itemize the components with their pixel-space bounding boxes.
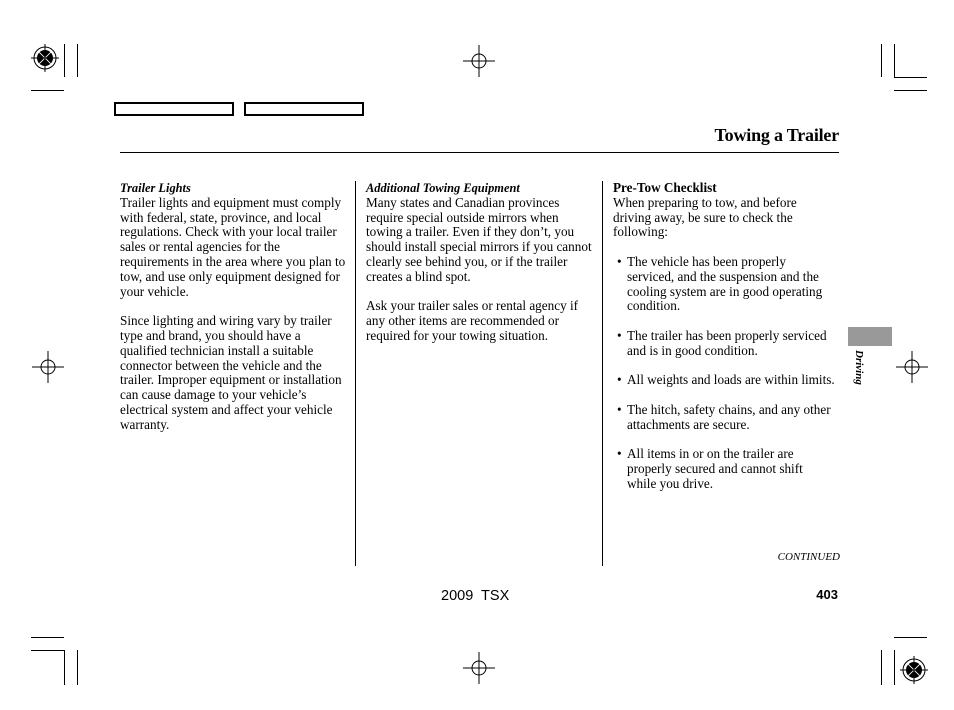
body-paragraph: Many states and Canadian provinces require special outside mirrors when towing a trailer. Even if they don’t, you should install special mirrors if you cannot clearly see behind you, or if the trailer creates a blind spot. bbox=[366, 194, 592, 284]
crop-mark bbox=[31, 637, 64, 638]
registration-cross-icon bbox=[463, 45, 495, 77]
crop-mark bbox=[881, 44, 882, 77]
crop-mark bbox=[64, 44, 65, 77]
crop-mark bbox=[894, 637, 927, 638]
crop-mark bbox=[31, 650, 64, 651]
section-subheading: Trailer Lights bbox=[120, 181, 191, 195]
body-paragraph: Since lighting and wiring vary by trailer type and brand, you should have a qualified technician install a suitable connector between the vehicle and the trailer. Improper equipment or installation can cause damage to your vehicle’s electrical system and affect your vehicle warranty. bbox=[120, 313, 342, 432]
body-paragraph: When preparing to tow, and before driving away, be sure to check the following: bbox=[613, 194, 797, 240]
section-subheading: Pre-Tow Checklist bbox=[613, 180, 717, 195]
checklist-item: • The hitch, safety chains, and any other attachments are secure. bbox=[613, 403, 835, 433]
checklist-item: • The trailer has been properly serviced and is in good condition. bbox=[613, 329, 835, 359]
registration-cross-icon bbox=[463, 652, 495, 684]
checklist-item: • All items in or on the trailer are properly secured and cannot shift while you drive. bbox=[613, 447, 835, 491]
registration-target-icon bbox=[900, 656, 928, 684]
column-divider bbox=[355, 181, 356, 566]
right-column bbox=[613, 181, 835, 492]
page-number: 403 bbox=[816, 587, 838, 602]
crop-mark bbox=[881, 650, 882, 685]
checklist-item: • The vehicle has been properly serviced, and the suspension and the cooling system are in good operating condition. bbox=[613, 255, 835, 314]
body-paragraph: Ask your trailer sales or rental agency if any other items are recommended or required for your towing situation. bbox=[366, 298, 579, 343]
header-tab-box bbox=[244, 102, 364, 116]
section-side-tab bbox=[848, 327, 892, 346]
checklist bbox=[613, 255, 835, 492]
crop-mark bbox=[894, 77, 927, 78]
left-column bbox=[120, 181, 346, 433]
body-paragraph: Trailer lights and equipment must comply with federal, state, province, and local regulations. Check with your local trailer sales or rental agencies for the requirements in the area where you plan to tow, and use only equipment designed for your vehicle. bbox=[120, 194, 346, 299]
crop-mark bbox=[31, 90, 64, 91]
middle-column bbox=[366, 181, 594, 344]
crop-mark bbox=[894, 90, 927, 91]
crop-mark bbox=[77, 44, 78, 77]
registration-cross-icon bbox=[32, 351, 64, 383]
page-title: Towing a Trailer bbox=[714, 125, 839, 145]
registration-cross-icon bbox=[896, 351, 928, 383]
header-tab-box bbox=[114, 102, 234, 116]
crop-mark bbox=[64, 650, 65, 685]
column-divider bbox=[602, 181, 603, 566]
footer-model: 2009 TSX bbox=[441, 588, 510, 604]
crop-mark bbox=[894, 44, 895, 77]
registration-target-icon bbox=[31, 44, 59, 72]
header-rule bbox=[120, 152, 839, 153]
checklist-item: • All weights and loads are within limits. bbox=[613, 373, 835, 388]
section-subheading: Additional Towing Equipment bbox=[366, 181, 520, 195]
crop-mark bbox=[77, 650, 78, 685]
crop-mark bbox=[894, 650, 895, 685]
continued-label: CONTINUED bbox=[777, 551, 840, 563]
section-side-label: Driving bbox=[853, 350, 865, 385]
